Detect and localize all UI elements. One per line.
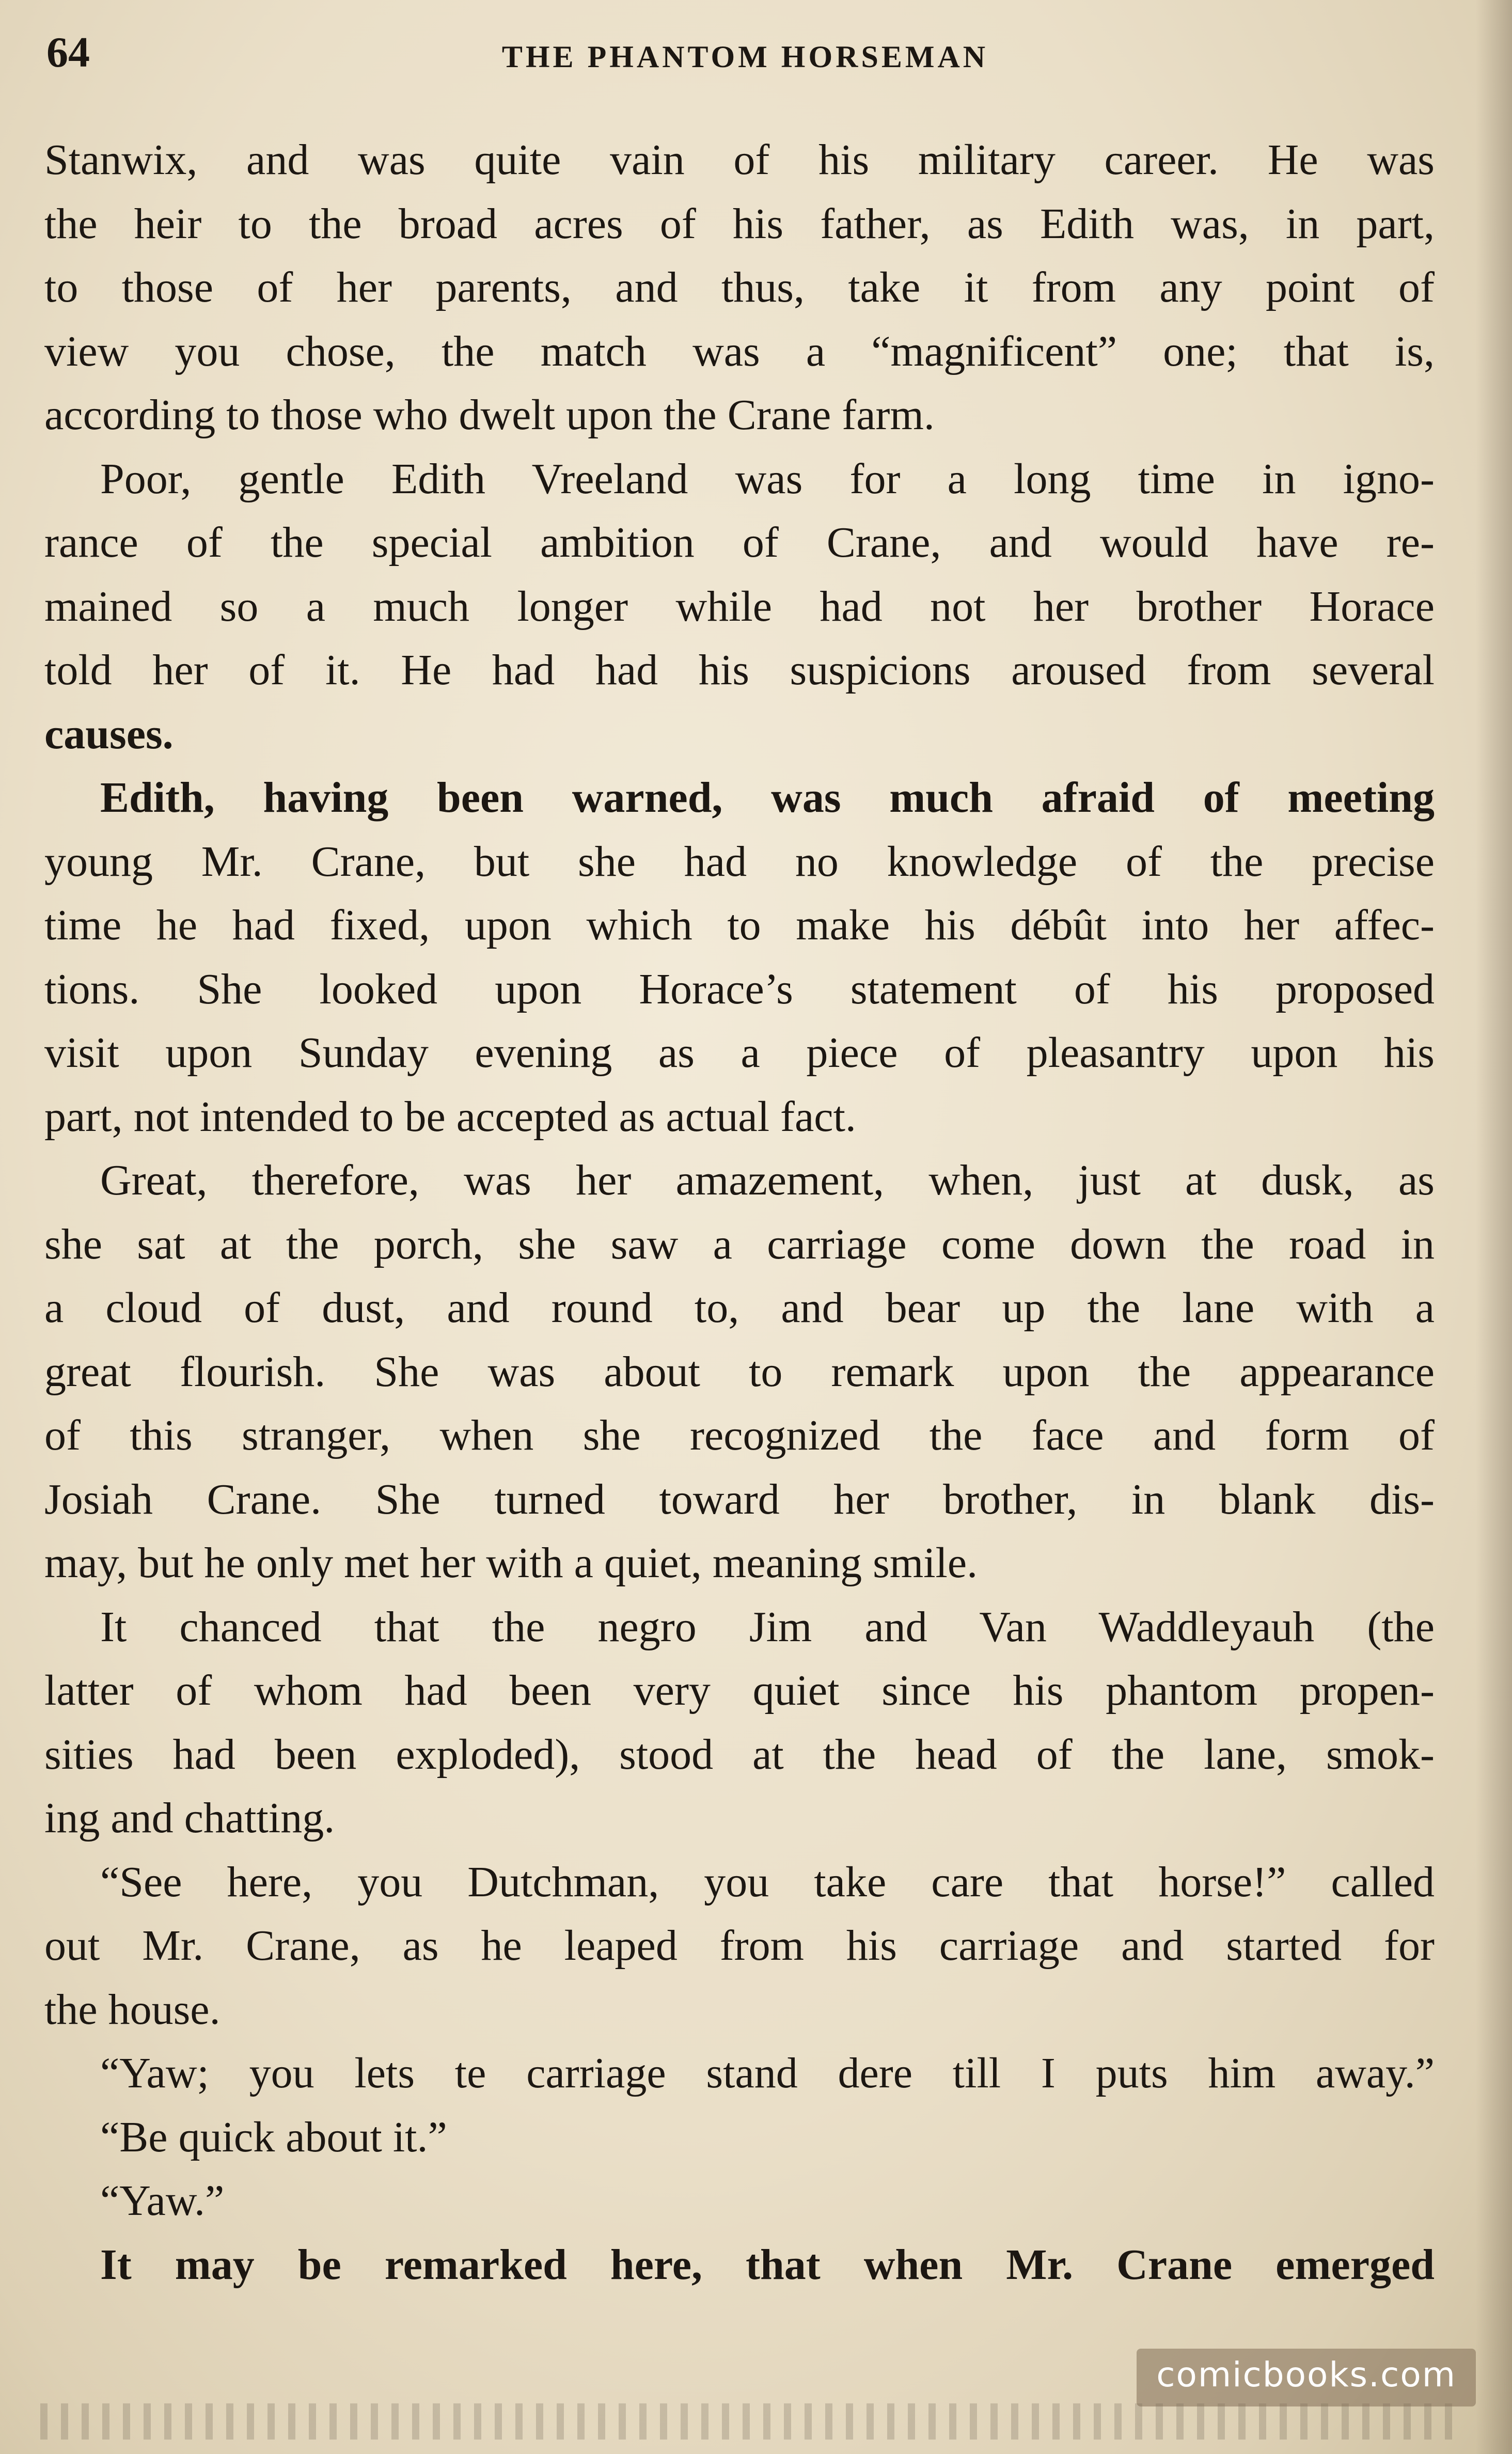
text-line: latter of whom had been very quiet since his phantom propen- xyxy=(44,1666,1435,1714)
text-line: part, not intended to be accepted as actual fact. xyxy=(44,1092,856,1141)
text-line: great flourish. She was about to remark upon the appearance xyxy=(44,1347,1435,1396)
bleed-through-text xyxy=(40,2403,1455,2440)
text-line: a cloud of dust, and round to, and bear up the lane with a xyxy=(44,1284,1435,1332)
text-line: out Mr. Crane, as he leaped from his carriage and started for xyxy=(44,1922,1435,1970)
text-line: Stanwix, and was quite vain of his military career. He was xyxy=(44,136,1435,184)
text-line: according to those who dwelt upon the Crane farm. xyxy=(44,391,935,439)
page-number: 64 xyxy=(46,28,90,76)
text-line: mained so a much longer while had not her brother Horace xyxy=(44,582,1435,631)
text-line: Poor, gentle Edith Vreeland was for a long time in igno- xyxy=(100,454,1435,503)
text-line: the heir to the broad acres of his father, as Edith was, in part, xyxy=(44,199,1435,248)
text-line: Edith, having been warned, was much afraid of meeting xyxy=(100,774,1435,822)
text-line: “Yaw; you lets te carriage stand dere till I puts him away.” xyxy=(100,2049,1435,2097)
text-line: “See here, you Dutchman, you take care that horse!” called xyxy=(100,1858,1435,1906)
text-line: tions. She looked upon Horace’s statement of his proposed xyxy=(44,965,1435,1013)
text-line: causes. xyxy=(44,710,174,758)
text-line: visit upon Sunday evening as a piece of pleasantry upon his xyxy=(44,1029,1435,1077)
text-line: the house. xyxy=(44,1985,220,2034)
text-line: view you chose, the match was a “magnificent” one; that is, xyxy=(44,327,1435,375)
watermark: comicbooks.com xyxy=(1137,2349,1476,2406)
text-line: to those of her parents, and thus, take it from any point of xyxy=(44,263,1435,311)
text-line: “Be quick about it.” xyxy=(100,2113,447,2161)
body-text xyxy=(44,128,1435,2296)
text-line: It chanced that the negro Jim and Van Waddleyauh (the xyxy=(100,1602,1435,1651)
text-line: It may be remarked here, that when Mr. Crane emerged xyxy=(100,2240,1435,2289)
running-head: THE PHANTOM HORSEMAN xyxy=(501,40,989,74)
text-line: ing and chatting. xyxy=(44,1794,335,1842)
text-line: Great, therefore, was her amazement, when, just at dusk, as xyxy=(100,1156,1435,1204)
text-line: she sat at the porch, she saw a carriage come down the road in xyxy=(44,1220,1435,1268)
text-line: rance of the special ambition of Crane, and would have re- xyxy=(44,518,1435,567)
text-line: sities had been exploded), stood at the head of the lane, smok- xyxy=(44,1730,1435,1779)
text-line: Josiah Crane. She turned toward her brother, in blank dis- xyxy=(44,1475,1435,1523)
text-line: of this stranger, when she recognized the face and form of xyxy=(44,1411,1435,1459)
page-header xyxy=(46,27,1444,78)
text-line: young Mr. Crane, but she had no knowledge of the precise xyxy=(44,837,1435,886)
text-line: told her of it. He had had his suspicions aroused from several xyxy=(44,646,1435,694)
text-line: “Yaw.” xyxy=(100,2177,225,2225)
text-line: may, but he only met her with a quiet, meaning smile. xyxy=(44,1539,978,1587)
text-line: time he had fixed, upon which to make his débût into her affec- xyxy=(44,901,1435,949)
page-edge-shadow xyxy=(1476,0,1512,2454)
